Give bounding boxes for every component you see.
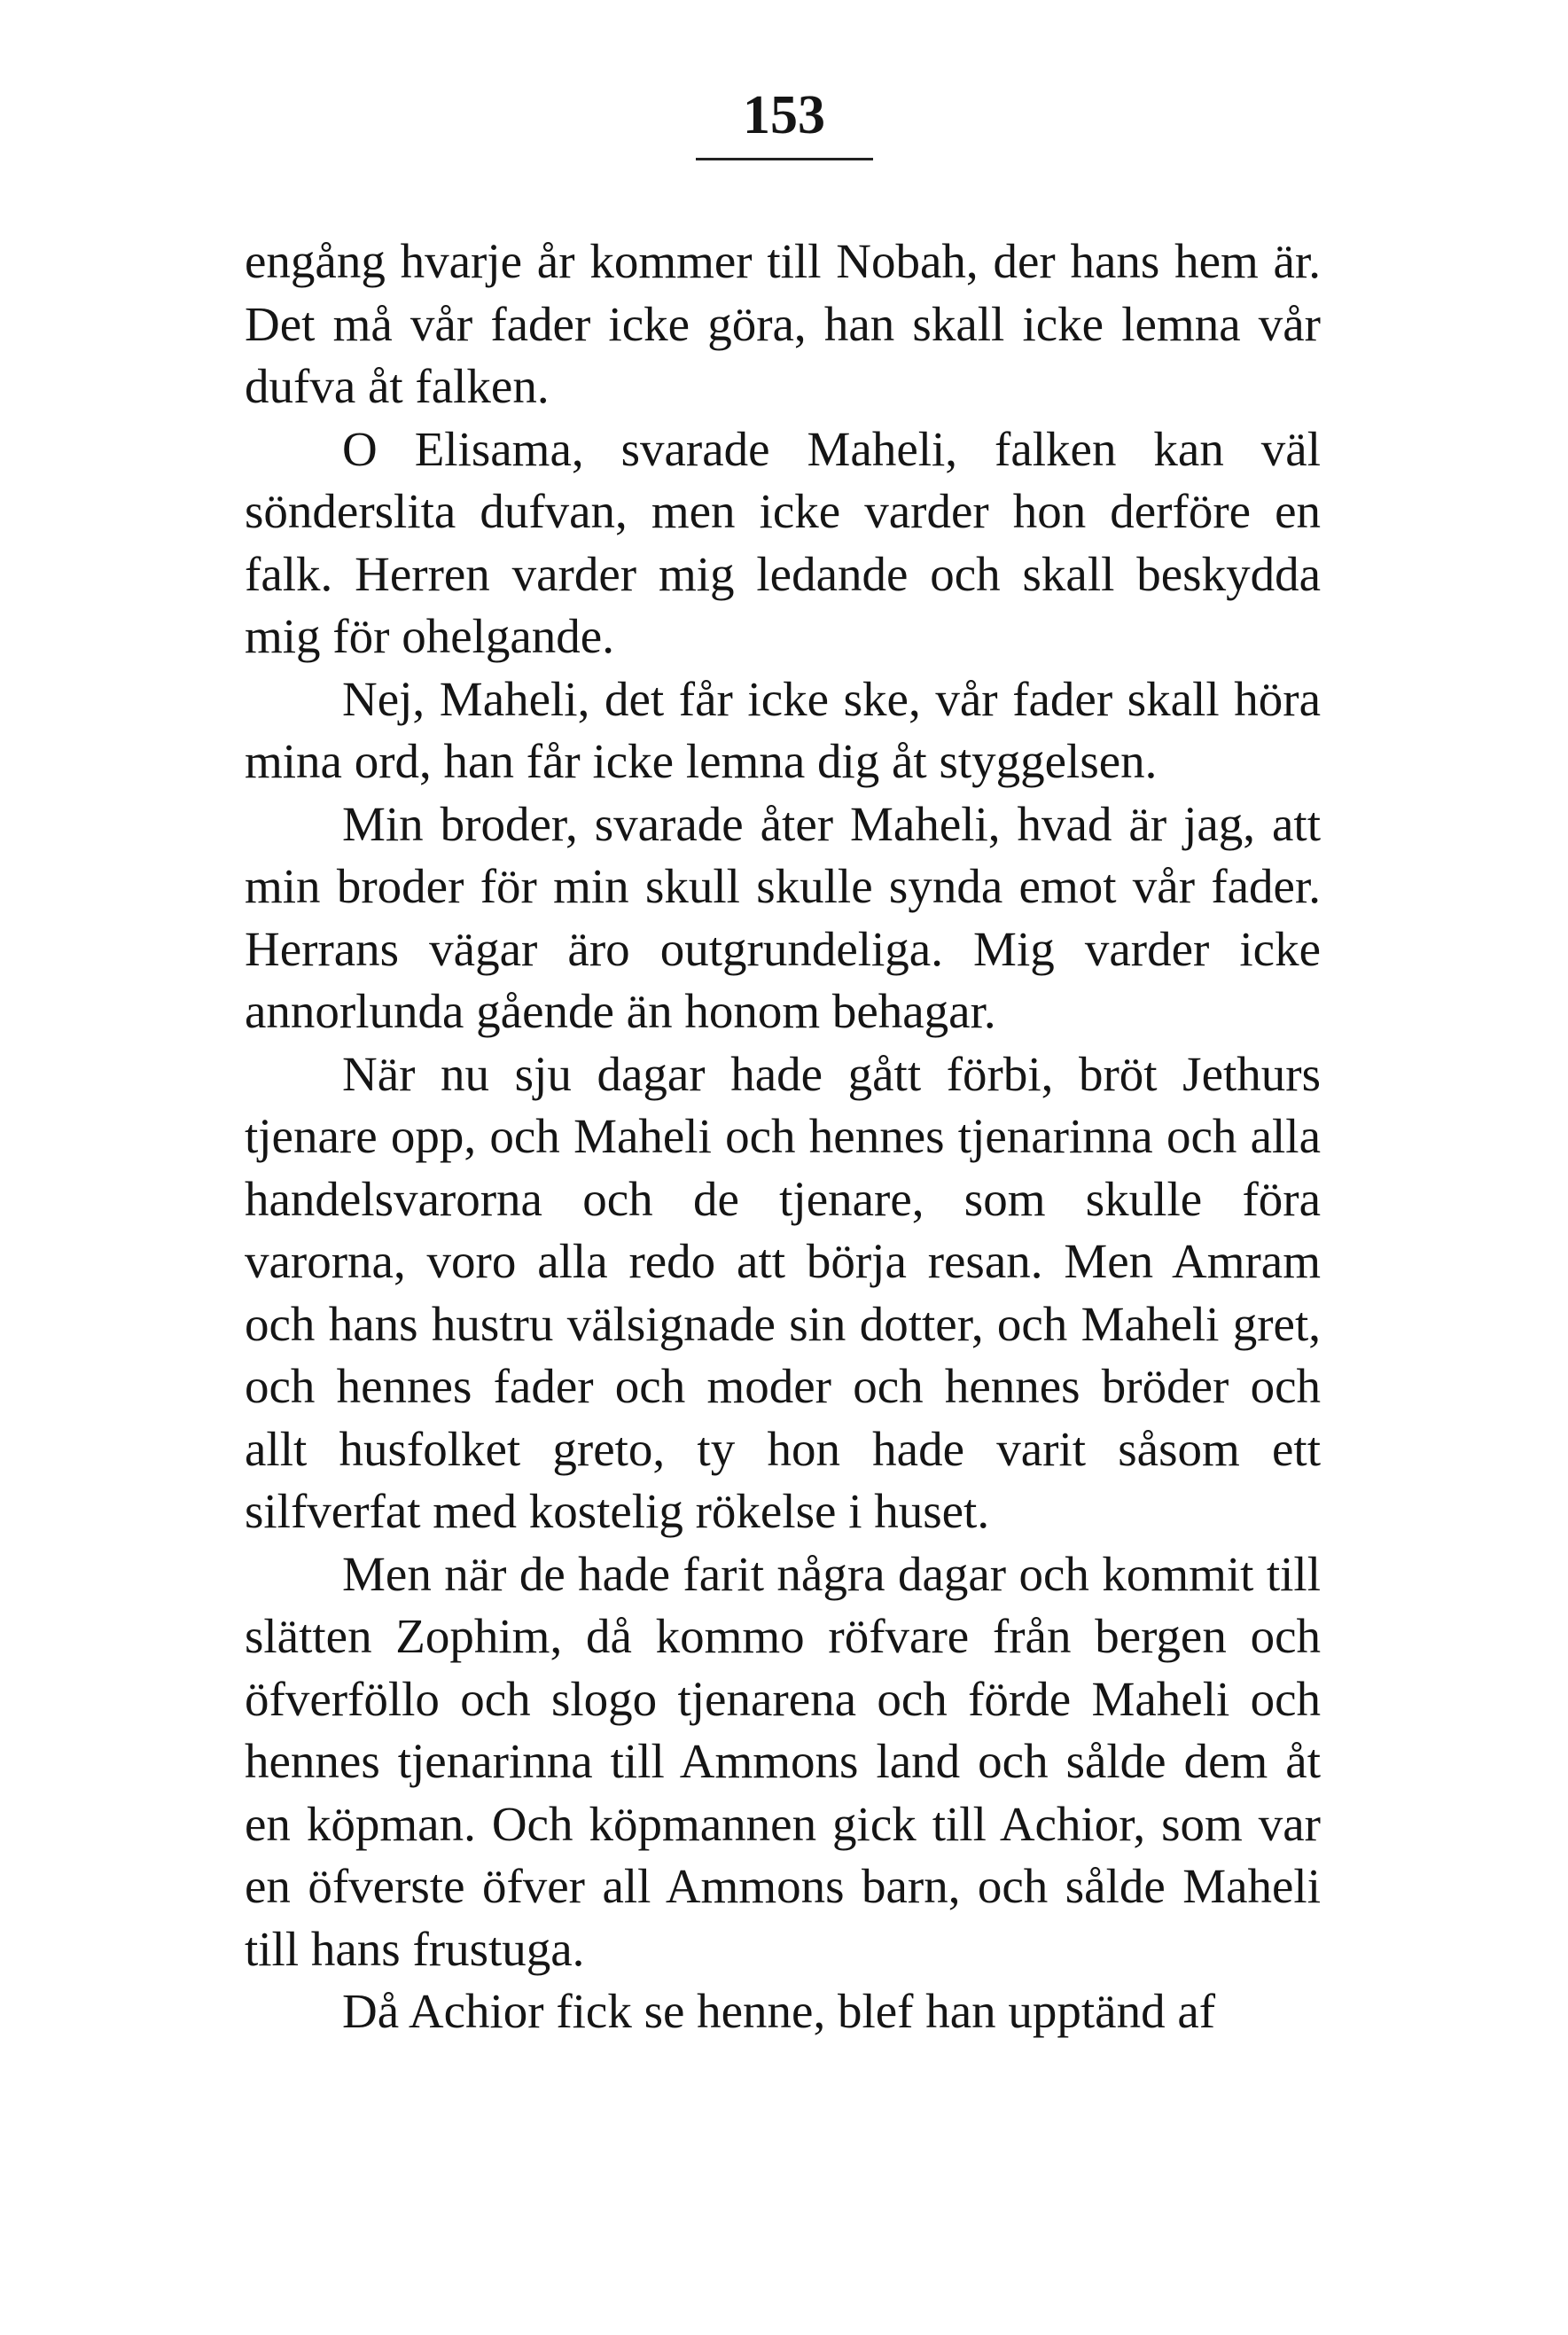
paragraph: O Elisama, svarade Maheli, falken kan väl sönderslita dufvan, men icke varder hon derföre en falk. Herren varder mig ledande och skall beskydda mig för ohelgande. xyxy=(245,421,1321,663)
body-text xyxy=(245,230,1321,2043)
paragraph: Min broder, svarade åter Maheli, hvad är jag, att min broder för min skull skulle synda emot vår fader. Herrans vägar äro outgrundeliga. Mig varder icke annorlunda gående än honom behagar. xyxy=(245,796,1321,1038)
paragraph: Då Achior fick se henne, blef han upptänd af xyxy=(342,1984,1216,2038)
header-rule xyxy=(696,158,873,160)
paragraph: Nej, Maheli, det får icke ske, vår fader skall höra mina ord, han får icke lemna dig åt styggelsen. xyxy=(245,671,1321,788)
paragraph: engång hvarje år kommer till Nobah, der hans hem är. Det må vår fader icke göra, han skall icke lemna vår dufva åt falken. xyxy=(245,234,1321,413)
paragraph: När nu sju dagar hade gått förbi, bröt Jethurs tjenare opp, och Maheli och hennes tjenarinna och alla handelsvarorna och de tjenare, som skulle föra varorna, voro alla redo att börja resan. Men Amram och hans hustru välsignade sin dotter, och Maheli gret, och hennes fader och moder och hennes bröder och allt husfolket greto, ty hon hade varit såsom ett silfverfat med kostelig rökelse i huset. xyxy=(245,1046,1321,1538)
page-number: 153 xyxy=(743,85,825,145)
paragraph: Men när de hade farit några dagar och kommit till slätten Zophim, då kommo röfvare från bergen och öfverföllo och slogo tjenarena och förde Maheli och hennes tjenarinna till Ammons land och sålde dem åt en köpman. Och köpmannen gick till Achior, som var en öfverste öfver all Ammons barn, och sålde Maheli till hans frustuga. xyxy=(245,1546,1321,1976)
